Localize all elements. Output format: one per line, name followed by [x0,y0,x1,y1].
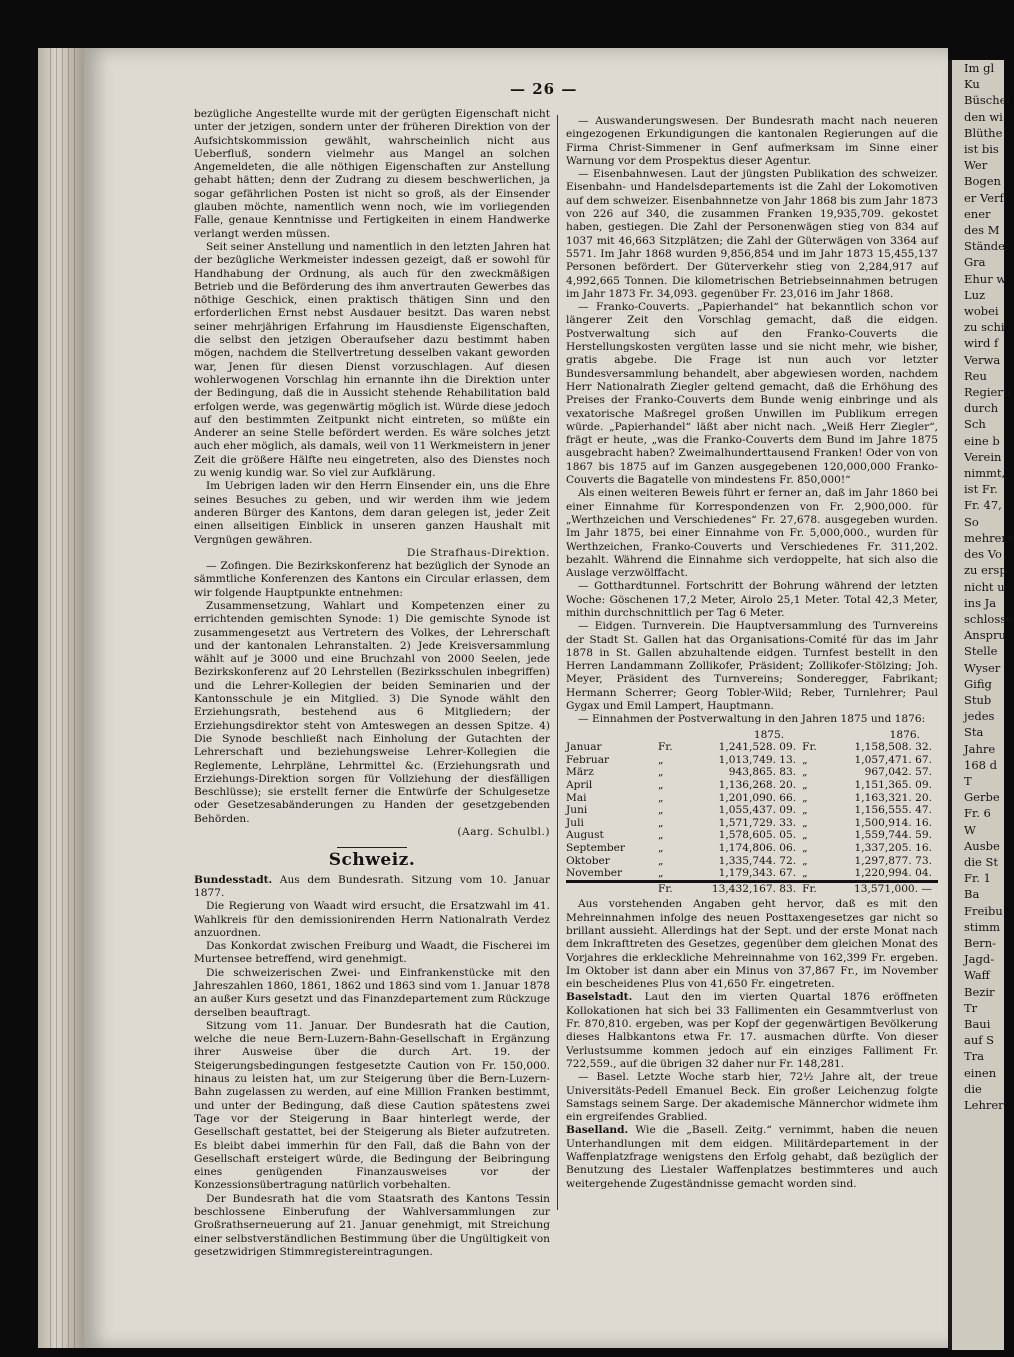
article-paragraph: — Basel. Letzte Woche starb hier, 72½ Jahre alt, der treue Universitäts-Pedell Emanuel Beck. Ein großer Leichenzug folgte Samstags seinem Sarge. Der akademische Männerchor widmete ihm ein ergreifendes Grablied. [566,1071,938,1124]
adjacent-page-text: Bezir [964,984,995,999]
currency-cell: „ [802,867,826,881]
month-cell: November [566,867,658,881]
value-1876-cell: 967,042. 57. [864,766,932,779]
month-cell: April [566,779,593,792]
section-rule [337,847,407,848]
currency-cell: „ [658,854,664,867]
adjacent-page-text: die [964,1081,982,1096]
currency-cell: „ [658,766,664,779]
article-paragraph [566,991,938,1071]
currency-cell: „ [802,854,808,867]
adjacent-page-fragment [948,60,1014,1350]
adjacent-page-text: nicht u [964,579,1005,594]
value-1876-cell: 1,151,365. 09. [854,779,932,792]
currency-cell: „ [802,842,808,854]
adjacent-page-text: wobei [964,304,999,319]
article-paragraph: Sitzung vom 11. Januar. Der Bundesrath hat die Caution, welche die neue Bern-Luzern-Bahn-Gesellschaft in Ergänzung ihrer Ausweise über die durch Art. 19. der Steigerungsbedingungen festgesetzte Caution von Fr. 150,000. hinaus zu leisten hat, um zur Steigerung über die Bern-Luzern-Bahn zugelassen zu werden, auf eine Million Franken bestimmt, und unter der Bedingung, daß diese Caution spätestens zwei Tage vor der Steigerung in Baar hinterlegt werde, der Gesellschaft gestattet, bei der Steigerung als Bieter aufzutreten. Es bleibt dabei immerhin für den Fall, daß die Bahn von der Gesellschaft ersteigert würde, die Bedingung der Beibringung eines genügenden Finanzausweises vor der Konzessionsübertragung natürlich vorbehalten. [194,1019,550,1192]
adjacent-page-text: Jahre [964,741,996,756]
column-divider [557,115,558,1210]
table-header-row [566,729,938,742]
value-1875-cell: 1,055,437. 09. [718,804,797,817]
value-1876-cell: 1,163,321. 20. [854,791,932,804]
table-total-row [566,881,938,895]
source-attribution: (Aarg. Schulbl.) [457,826,550,839]
adjacent-page-text: Büschel [964,93,1011,108]
left-column [194,108,550,1259]
currency-cell: „ [658,753,664,766]
signature-line: Die Strafhaus-Direktion. [406,546,550,559]
adjacent-page-text: Verein [964,449,1002,464]
adjacent-page-text: er Verf [964,190,1004,205]
article-paragraph: Der Bundesrath hat die vom Staatsrath des Kantons Tessin beschlossene Einberufung der Wahlversammlungen zur Großrathserneuerung auf 21. Januar genehmigt, mit Streichung einer selbstverständlichen Bestimmung über die Ungültigkeit von gesetzwidrigen Stimmregistereintragungen. [194,1192,550,1258]
adjacent-page-text: Gifig [964,676,992,691]
month-cell: März [566,766,594,779]
adjacent-page-text: Verwa [964,352,1001,367]
article-paragraph: — Eidgen. Turnverein. Die Hauptversammlung des Turnvereins der Stadt St. Gallen hat das Organisations-Comité für das im Jahr 1878 in St. Gallen abzuhaltende eidgen. Turnfest bestellt in den Herren Landammann Zollikofer, Präsident; Zollikofer-Stölzing; Joh. Meyer, Präsident des Turnvereins; Sonderegger, Fabrikant; Hermann Scherrer; Georg Tobler-Wild; Reber, Turnlehrer; Paul Gygax und Emil Lampert, Hauptmann. [566,620,938,713]
adjacent-page-text: Ausbe [964,838,1000,853]
value-1875-cell: 1,578,605. 05. [718,829,797,842]
article-paragraph: Die schweizerischen Zwei- und Einfrankenstücke mit den Jahreszahlen 1860, 1861, 1862 und 1863 sind vom 1. Januar 1878 an außer Kurs gesetzt und das Finanzdepartement zum Rückzuge derselben beauftragt. [194,966,550,1019]
article-lead: Bundesstadt. [194,873,273,886]
month-cell: Januar [566,741,602,754]
month-cell [566,881,658,895]
article-paragraph: — Einnahmen der Postverwaltung in den Jahren 1875 und 1876: [578,713,926,726]
article-paragraph: — Eisenbahnwesen. Laut der jüngsten Publikation des schweizer. Eisenbahn- und Handelsdepartements ist die Zahl der Lokomotiven auf dem schweizer. Eisenbahnnetze von Jahr 1868 bis zum Jahr 1873 von 226 auf 340, die zusammen Franken 19,935,709. gekostet haben, gestiegen. Die Zahl der Personenwägen stieg von 834 auf 1037 mit 46,663 Sitzplätzen; die Zahl der Güterwägen von 3364 auf 5571. Im Jahr 1868 wurden 9,856,854 und im Jahr 1873 15,455,137 Personen befördert. Der Güterverkehr stieg von 2,284,917 auf 4,992,665 Tonnen. Die kilometrischen Betriebseinnahmen betrugen im Jahr 1873 Fr. 34,093. gegenüber Fr. 23,016 im Jahr 1868. [566,168,938,300]
table-row [566,817,938,830]
value-1875-cell: 1,335,744. 72. [718,854,797,867]
adjacent-page-text: schlosse [964,611,1013,626]
value-1875-cell: 1,013,749. 13. [718,753,797,766]
table-header-cell [802,729,826,742]
value-1875-cell: 1,241,528. 09. [718,741,797,754]
adjacent-page-text: Reu [964,368,987,383]
adjacent-page-text: Ehur w [964,271,1007,286]
article-paragraph: Als einen weiteren Beweis führt er ferner an, daß im Jahr 1860 bei einer Einnahme für Korrespondenzen von Fr. 2,900,000. für „Werthzeichen und Verschiedenes“ Fr. 27,678. ausgegeben wurden. Im Jahr 1875, bei einer Einnahme von Fr. 5,000,000., wurden für Werthzeichen, Franko-Couverts und Verschiedenes Fr. 311,202. bezahlt. Während die Einnahme sich verdoppelte, hat sich also die Auslage verzwölffacht. [566,487,938,580]
adjacent-page-text: Fr. 1 [964,871,991,886]
article-paragraph: Im Uebrigen laden wir den Herrn Einsender ein, uns die Ehre seines Besuches zu geben, und wir werden ihm wie jedem anderen Bürger des Kantons, dem daran gelegen ist, jeder Zeit einen allseitigen Einblick in unseren ganzen Haushalt mit Vergnügen gewähren. [194,480,550,546]
adjacent-page-text: ist Fr. [964,482,998,497]
currency-cell: „ [658,779,664,792]
adjacent-page-text: Bogen [964,174,1001,189]
postal-revenue-table [566,729,938,896]
year-header-1875: 1875. [753,728,785,741]
adjacent-page-text: So [964,514,979,529]
adjacent-page-text: Bern- [964,935,997,950]
month-cell: Juli [566,816,584,829]
article-lead: Baselstadt. [566,991,633,1004]
month-cell: September [566,842,625,854]
adjacent-page-text: zu ersp [964,563,1007,578]
value-1875-cell: 1,571,729. 33. [718,816,797,829]
adjacent-page-text: durch [964,401,999,416]
currency-cell: „ [802,779,808,792]
table-row [566,754,938,767]
adjacent-page-text: Stelle [964,644,998,659]
currency-cell: Fr. [802,741,817,754]
currency-cell: Fr. [658,881,682,895]
adjacent-page-text: Ständer [964,239,1011,254]
adjacent-page-text: Stub [964,692,992,707]
value-1875-cell: 1,136,268. 20. [718,779,797,792]
adjacent-page-text: W [964,822,976,837]
right-column [566,115,938,1191]
value-1876-cell: 1,337,205. 16. [854,842,932,854]
currency-cell: „ [658,791,664,804]
article-paragraph: — Zofingen. Die Bezirkskonferenz hat bezüglich der Synode an sämmtliche Konferenzen des Kantons ein Circular erlassen, dem wir folgende Hauptpunkte entnehmen: [194,560,550,599]
adjacent-page-text: Wer [964,158,988,173]
adjacent-page-text: eine b [964,433,1000,448]
value-1875-cell: 943,865. 83. [728,766,797,779]
adjacent-page-text: Sta [964,725,984,740]
adjacent-page-text: 168 d [964,757,997,772]
adjacent-page-text: Ku [964,77,980,92]
currency-cell: „ [802,791,808,804]
adjacent-page-text: wird f [964,336,999,351]
currency-cell: „ [658,842,664,854]
adjacent-page-text: Fr. 47, [964,498,1002,513]
section-heading: Schweiz. [328,850,416,871]
article-paragraph [566,1124,938,1190]
postal-table-body [566,741,938,895]
table-header-cell [566,729,658,742]
adjacent-page-text: den wi [964,109,1003,124]
adjacent-page-text: Blüthe [964,125,1003,140]
adjacent-page-text: ins Ja [964,595,997,610]
adjacent-page-text: Lehrer [964,1098,1004,1112]
adjacent-page-text: Fr. 6 [964,806,991,821]
article-paragraph: — Franko-Couverts. „Papierhandel“ hat bekanntlich schon vor längerer Zeit den Vorschlag gemacht, daß die eidgen. Postverwaltung sich auf den Franko-Couverts die Herstellungskosten vergüten lasse und sie nicht mehr, wie bisher, gratis abgebe. Die Frage ist nun auch vor letzter Bundesversammlung behandelt, aber abgewiesen worden, nachdem Herr Nationalrath Ziegler geltend gemacht, daß die Erhöhung des Preises der Franko-Couverts dem Bunde wenig einbringe und als vexatorische Maßregel großen Unwillen im Publikum erregen würde. „Papierhandel“ läßt aber nicht nach. „Weiß Herr Ziegler“, frägt er heute, „was die Franko-Couverts dem Bund im Jahre 1875 ausgebracht haben? Zweimalhunderttausend Franken! Oder von von 1867 bis 1875 auf im Ganzen ausgegebenen 120,000,000 Franko-Couverts die Bagatelle von mindestens Fr. 850,000!“ [566,301,938,487]
adjacent-page-text: mehrere [964,530,1014,545]
value-1876-cell: 1,156,555. 47. [854,804,932,817]
article-lead: Baselland. [566,1124,629,1137]
value-1876-cell: 1,500,914. 16. [854,816,932,829]
article-paragraph: — Gotthardtunnel. Fortschritt der Bohrung während der letzten Woche: Göschenen 17,2 Meter, Airolo 25,1 Meter. Total 42,3 Meter, mithin durchschnittlich per Tag 6 Meter. [566,580,938,619]
adjacent-page-text: Im gl [964,61,995,75]
adjacent-page-text: Sch [964,417,986,432]
currency-cell: „ [802,766,808,779]
adjacent-page-text: T [964,773,972,788]
adjacent-page-text: zu schi [964,320,1005,335]
adjacent-page-text: des Vo [964,547,1002,562]
article-paragraph: — Auswanderungswesen. Der Bundesrath macht nach neueren eingezogenen Erkundigungen die kantonalen Regierungen auf die Firma Christ-Simmener in Genf aufmerksam im Sinne einer Warnung vor dem Prospektus dieser Agentur. [566,115,938,167]
value-1876-cell: 1,220,994. 04. [826,867,938,881]
table-row [566,766,938,779]
adjacent-page-text: Tr [964,1000,978,1015]
currency-cell: „ [658,867,682,881]
adjacent-page-text: die St [964,854,999,869]
currency-cell: Fr. [658,741,673,754]
currency-cell: „ [802,829,808,842]
article-paragraph: Zusammensetzung, Wahlart und Kompetenzen einer zu errichtenden gemischten Synode: 1) Die gemischte Synode ist zusammengesetzt aus Vertretern des Volkes, der Lehrerschaft und der kantonalen Lehranstalten. 2) Jede Kreisversammlung wählt auf je 3000 und eine Bruchzahl von 2000 Seelen, jede Bezirkskonferenz auf 20 Lehrstellen (Bezirksschulen inbegriffen) und die Lehrer-Kollegien der beiden Seminarien und der Kantonsschule je ein Mitglied. 3) Die Synode wählt den Erziehungsrath, bestehend aus 6 Mitgliedern; der Erziehungsdirektor steht von Amteswegen an dessen Spitze. 4) Die Synode beschließt nach Einholung der Gutachten der Lehrerschaft und beziehungsweise Lehrer-Kollegien die Reglemente, Lehrpläne, Lehrmittel &c. (Erziehungsrath und Erziehungs-Direktion sorgen für Vollziehung der diesfälligen Beschlüsse); sie erstellt ferner die Entwürfe der Schulgesetze oder Gesetzesabänderungen zu Handen der gesetzgebenden Behörden. [194,599,550,825]
article-paragraph: Seit seiner Anstellung und namentlich in den letzten Jahren hat der bezügliche Werkmeister indessen gezeigt, daß er sowohl für Handhabung der Ordnung, als auch für den zweckmäßigen Betrieb und die Beförderung des ihm anvertrauten Gewerbes das nöthige Geschick, einen praktisch thätigen Sinn und den erforderlichen Ernst nebst Ausdauer besitzt. Das waren nebst seiner mehrjährigen Erfahrung im Hausdienste Eigenschaften, die selbst den jetzigen Oberaufseher dazu bestimmt haben mögen, nachdem die Stellvertretung desselben vakant geworden war, Jenen für diesen Dienst vorzuschlagen. Auf diesen wohlerwogenen Vorschlag hin ernannte ihn die Direktion unter der Bedingung, daß die in Aussicht stehende Rehabilitation bald erfolgen werde, was gegenwärtig möglich ist. Würde diese jedoch auf den bestimmten Zeitpunkt nicht eintreten, so müßte ein Anderer an seine Stelle befördert werden. Es wäre solches jetzt auch eher möglich, als damals, weil von 11 Werkmeistern in jener Zeit die größere Hälfte neu eingetreten, also des Dienstes noch zu wenig kundig war. So viel zur Aufklärung. [194,240,550,480]
article-text: Aus dem Bundesrath. Sitzung vom 10. Januar 1877. [194,873,550,899]
value-1875-cell: 1,201,090. 66. [718,791,797,804]
adjacent-page-text: Jagd- [964,952,995,967]
month-cell: Oktober [566,854,610,867]
month-cell: Februar [566,753,610,766]
adjacent-page-text: Ba [964,887,980,902]
month-cell: Mai [566,791,587,804]
currency-cell: Fr. [802,881,826,895]
value-1876-cell: 1,297,877. 73. [854,854,932,867]
table-row [566,804,938,817]
adjacent-page-text: Wyser [964,660,1001,675]
table-row [566,855,938,868]
adjacent-page-text: Gerbe [964,790,1000,805]
adjacent-page-text: auf S [964,1033,995,1048]
page-number: — 26 — [510,80,578,98]
total-1875-cell: 13,432,167. 83. [682,881,802,895]
table-row [566,842,938,855]
table-row [566,829,938,842]
value-1876-cell: 1,158,508. 32. [854,741,932,754]
adjacent-page-text: Waff [964,968,990,983]
table-header-cell [658,729,682,742]
currency-cell: „ [658,816,664,829]
value-1875-cell: 1,179,343. 67. [682,867,802,881]
table-row [566,741,938,754]
table-row [566,867,938,881]
adjacent-page-text: des M [964,223,1000,238]
adjacent-page-text: Anspru [964,628,1006,643]
value-1876-cell: 1,559,744. 59. [854,829,932,842]
adjacent-page-text: ist bis [964,142,999,157]
article-text: Laut den im vierten Quartal 1876 eröffneten Kollokationen hat sich bei 33 Fallimenten ein Gesammtverlust von Fr. 870,810. ergeben, was per Kopf der gegenwärtigen Bevölkerung dieses Halbkantons etwa Fr. 17. ausmachen dürfte. Von dieser Verlustsumme kommen jedoch auf ein einziges Falliment Fr. 722,559., auf die übrigen 32 daher nur Fr. 148,281. [566,991,938,1070]
currency-cell: „ [802,816,808,829]
currency-cell: „ [802,804,808,817]
adjacent-page-text: ener [964,206,991,221]
month-cell: August [566,829,604,842]
adjacent-page-text: Regieru [964,385,1011,400]
adjacent-page-text: Baui [964,1016,991,1031]
value-1876-cell: 1,057,471. 67. [854,753,932,766]
table-row [566,779,938,792]
currency-cell: „ [658,829,664,842]
book-page-edge-lines [50,48,80,1348]
article-paragraph: Die Regierung von Waadt wird ersucht, die Ersatzwahl im 41. Wahlkreis für den demissionirenden Herrn Nationalrath Verdez anzuordnen. [194,900,550,939]
adjacent-page-text: Gra [964,255,986,270]
adjacent-page-text: einen [964,1065,997,1080]
month-cell: Juni [566,804,588,817]
adjacent-page-text: Tra [964,1049,985,1064]
article-paragraph [194,874,550,901]
currency-cell: „ [658,804,664,817]
article-text: Wie die „Basell. Zeitg.“ vernimmt, haben die neuen Unterhandlungen mit dem eidgen. Militärdepartement in der Waffenplatzfrage wenigstens den Erfolg gehabt, daß bezüglich der Benutzung des Liestaler Waffenplatzes bestimmteres und auch weitergehende Zugeständnisse gemacht worden sind. [566,1124,938,1190]
value-1875-cell: 1,174,806. 06. [718,842,797,854]
year-header-1876: 1876. [889,728,920,741]
article-paragraph: Aus vorstehenden Angaben geht hervor, daß es mit den Mehreinnahmen infolge des neuen Posttaxengesetzes gar nicht so brillant aussieht. Allerdings hat der Sept. und der erste Monat nach dem Inkrafttreten des Gesetzes, gegenüber dem gleichen Monat des Vorjahres die erkleckliche Mehreinnahme von 162,399 Fr. ergeben. Im Oktober ist dann aber ein Minus von 37,867 Fr., im November ein bescheidenes Plus von 41,650 Fr. eingetreten. [566,898,938,991]
adjacent-page-text: nimmt, [964,466,1006,481]
adjacent-page-text: Freibu [964,903,1003,918]
article-paragraph: Das Konkordat zwischen Freiburg und Waadt, die Fischerei im Murtensee betreffend, wird genehmigt. [194,940,550,966]
article-paragraph: bezügliche Angestellte wurde mit der gerügten Eigenschaft nicht unter der jetzigen, sondern unter der früheren Direktion von der Aufsichtskommission gewählt, wahrscheinlich nicht aus Ueberfluß, sondern vielmehr aus Mangel an solchen Angemeldeten, die alle nöthigen Eigenschaften zur Anstellung gehabt hätten; denn der Zudrang zu diesem beschwerlichen, ja sogar gefährlichen Posten ist nicht so groß, als der Einsender glauben möchte, namentlich wenn noch, wie im vorliegenden Falle, genaue Kenntnisse und Fertigkeiten in einem Handwerke verlangt werden müssen. [194,108,550,240]
total-1876-cell: 13,571,000. — [826,881,938,895]
adjacent-page-text: stimm [964,919,1001,934]
adjacent-page-text: Luz [964,287,986,302]
adjacent-page-text: jedes [964,709,995,724]
table-row [566,792,938,805]
currency-cell: „ [802,753,808,766]
